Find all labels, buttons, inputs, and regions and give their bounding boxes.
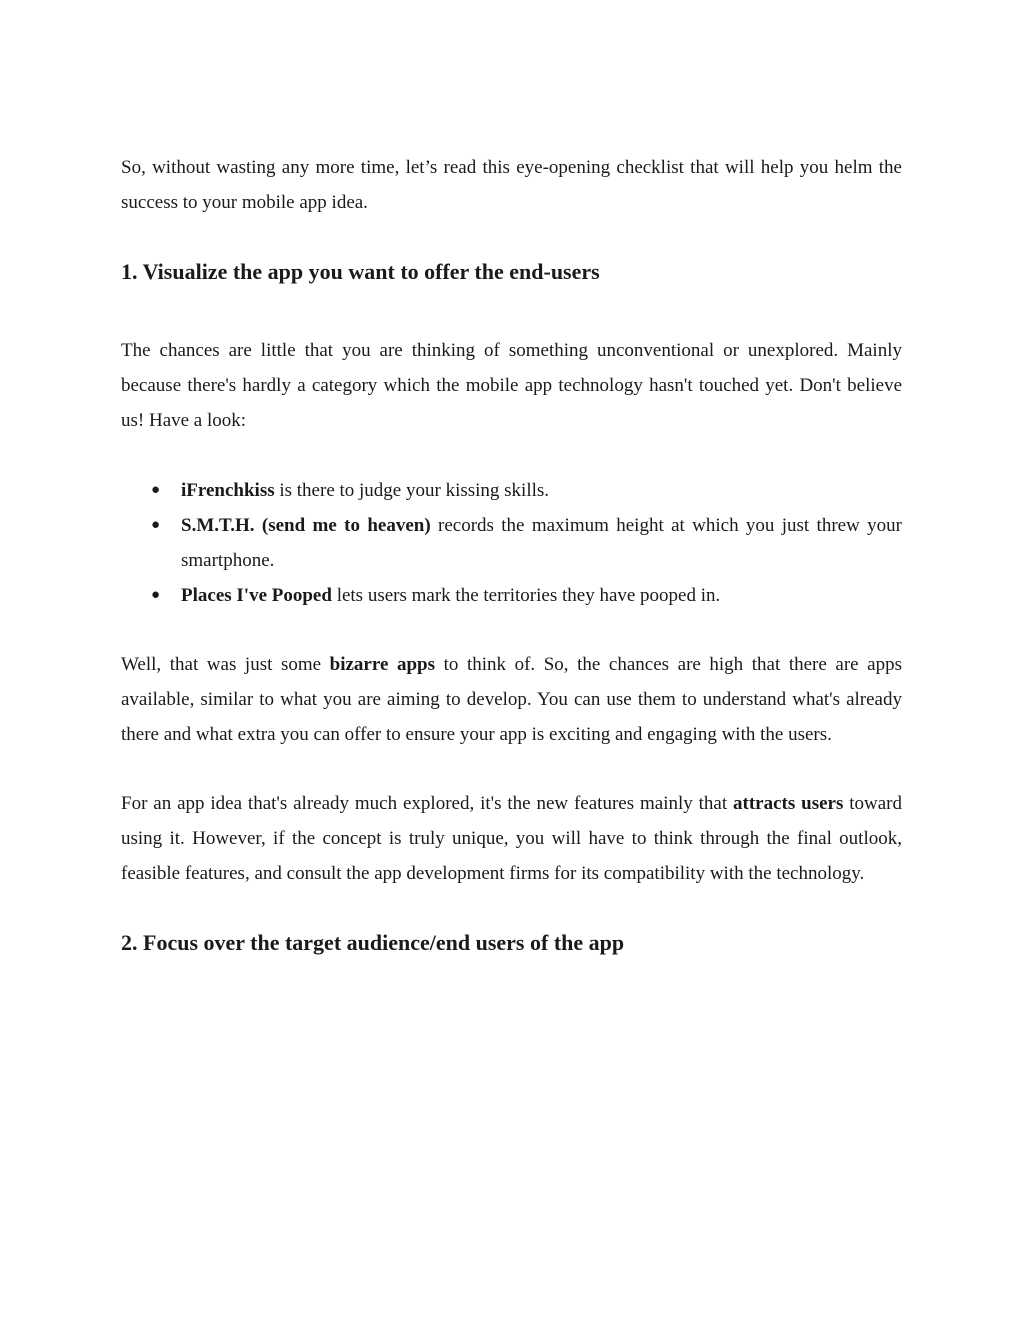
section-1-paragraph-1: The chances are little that you are thinking of something unconventional or unexplored. Mainly because there's hardly a category which the mobile app technology hasn't touched yet. Don't believe us! Have a look: [121, 340, 902, 431]
list-item [121, 473, 902, 508]
bullet-icon: ● [151, 517, 161, 533]
section-1-paragraph-2 [121, 647, 902, 752]
app-examples-list [121, 473, 902, 613]
app-description: is there to judge your kissing skills. [274, 480, 550, 501]
app-name: S.M.T.H. (send me to heaven) [181, 515, 431, 536]
app-description: lets users mark the territories they have pooped in. [331, 585, 721, 606]
bold-phrase: attracts users [733, 793, 844, 814]
app-description: records the maximum height at which you just threw your smartphone. [181, 515, 902, 571]
list-item [121, 578, 902, 613]
paragraph-text: to think of. So, the chances are high that there are apps available, similar to what you are aiming to develop. You can use them to understand what's already there and what extra you can offer to ensure your app is exciting and engaging with the users. [121, 654, 902, 745]
paragraph-text: For an app idea that's already much explored, it's the new features mainly that [121, 793, 733, 814]
document-page [121, 150, 902, 959]
section-1-heading: 1. Visualize the app you want to offer the end-users [121, 259, 600, 284]
paragraph-text: Well, that was just some [121, 654, 330, 675]
list-item [121, 508, 902, 578]
app-name: iFrenchkiss [181, 480, 275, 501]
paragraph-text: toward using it. However, if the concept is truly unique, you will have to think through the final outlook, feasible features, and consult the app development firms for its compatibility with the technology. [121, 793, 902, 884]
section-2-heading: 2. Focus over the target audience/end users of the app [121, 930, 625, 955]
bullet-icon: ● [151, 482, 161, 498]
section-1-paragraph-3 [121, 786, 902, 891]
bold-phrase: bizarre apps [329, 654, 435, 675]
bullet-icon: ● [151, 587, 161, 603]
intro-paragraph: So, without wasting any more time, let’s read this eye-opening checklist that will help you helm the success to your mobile app idea. [121, 157, 902, 213]
app-name: Places I've Pooped [181, 585, 332, 606]
